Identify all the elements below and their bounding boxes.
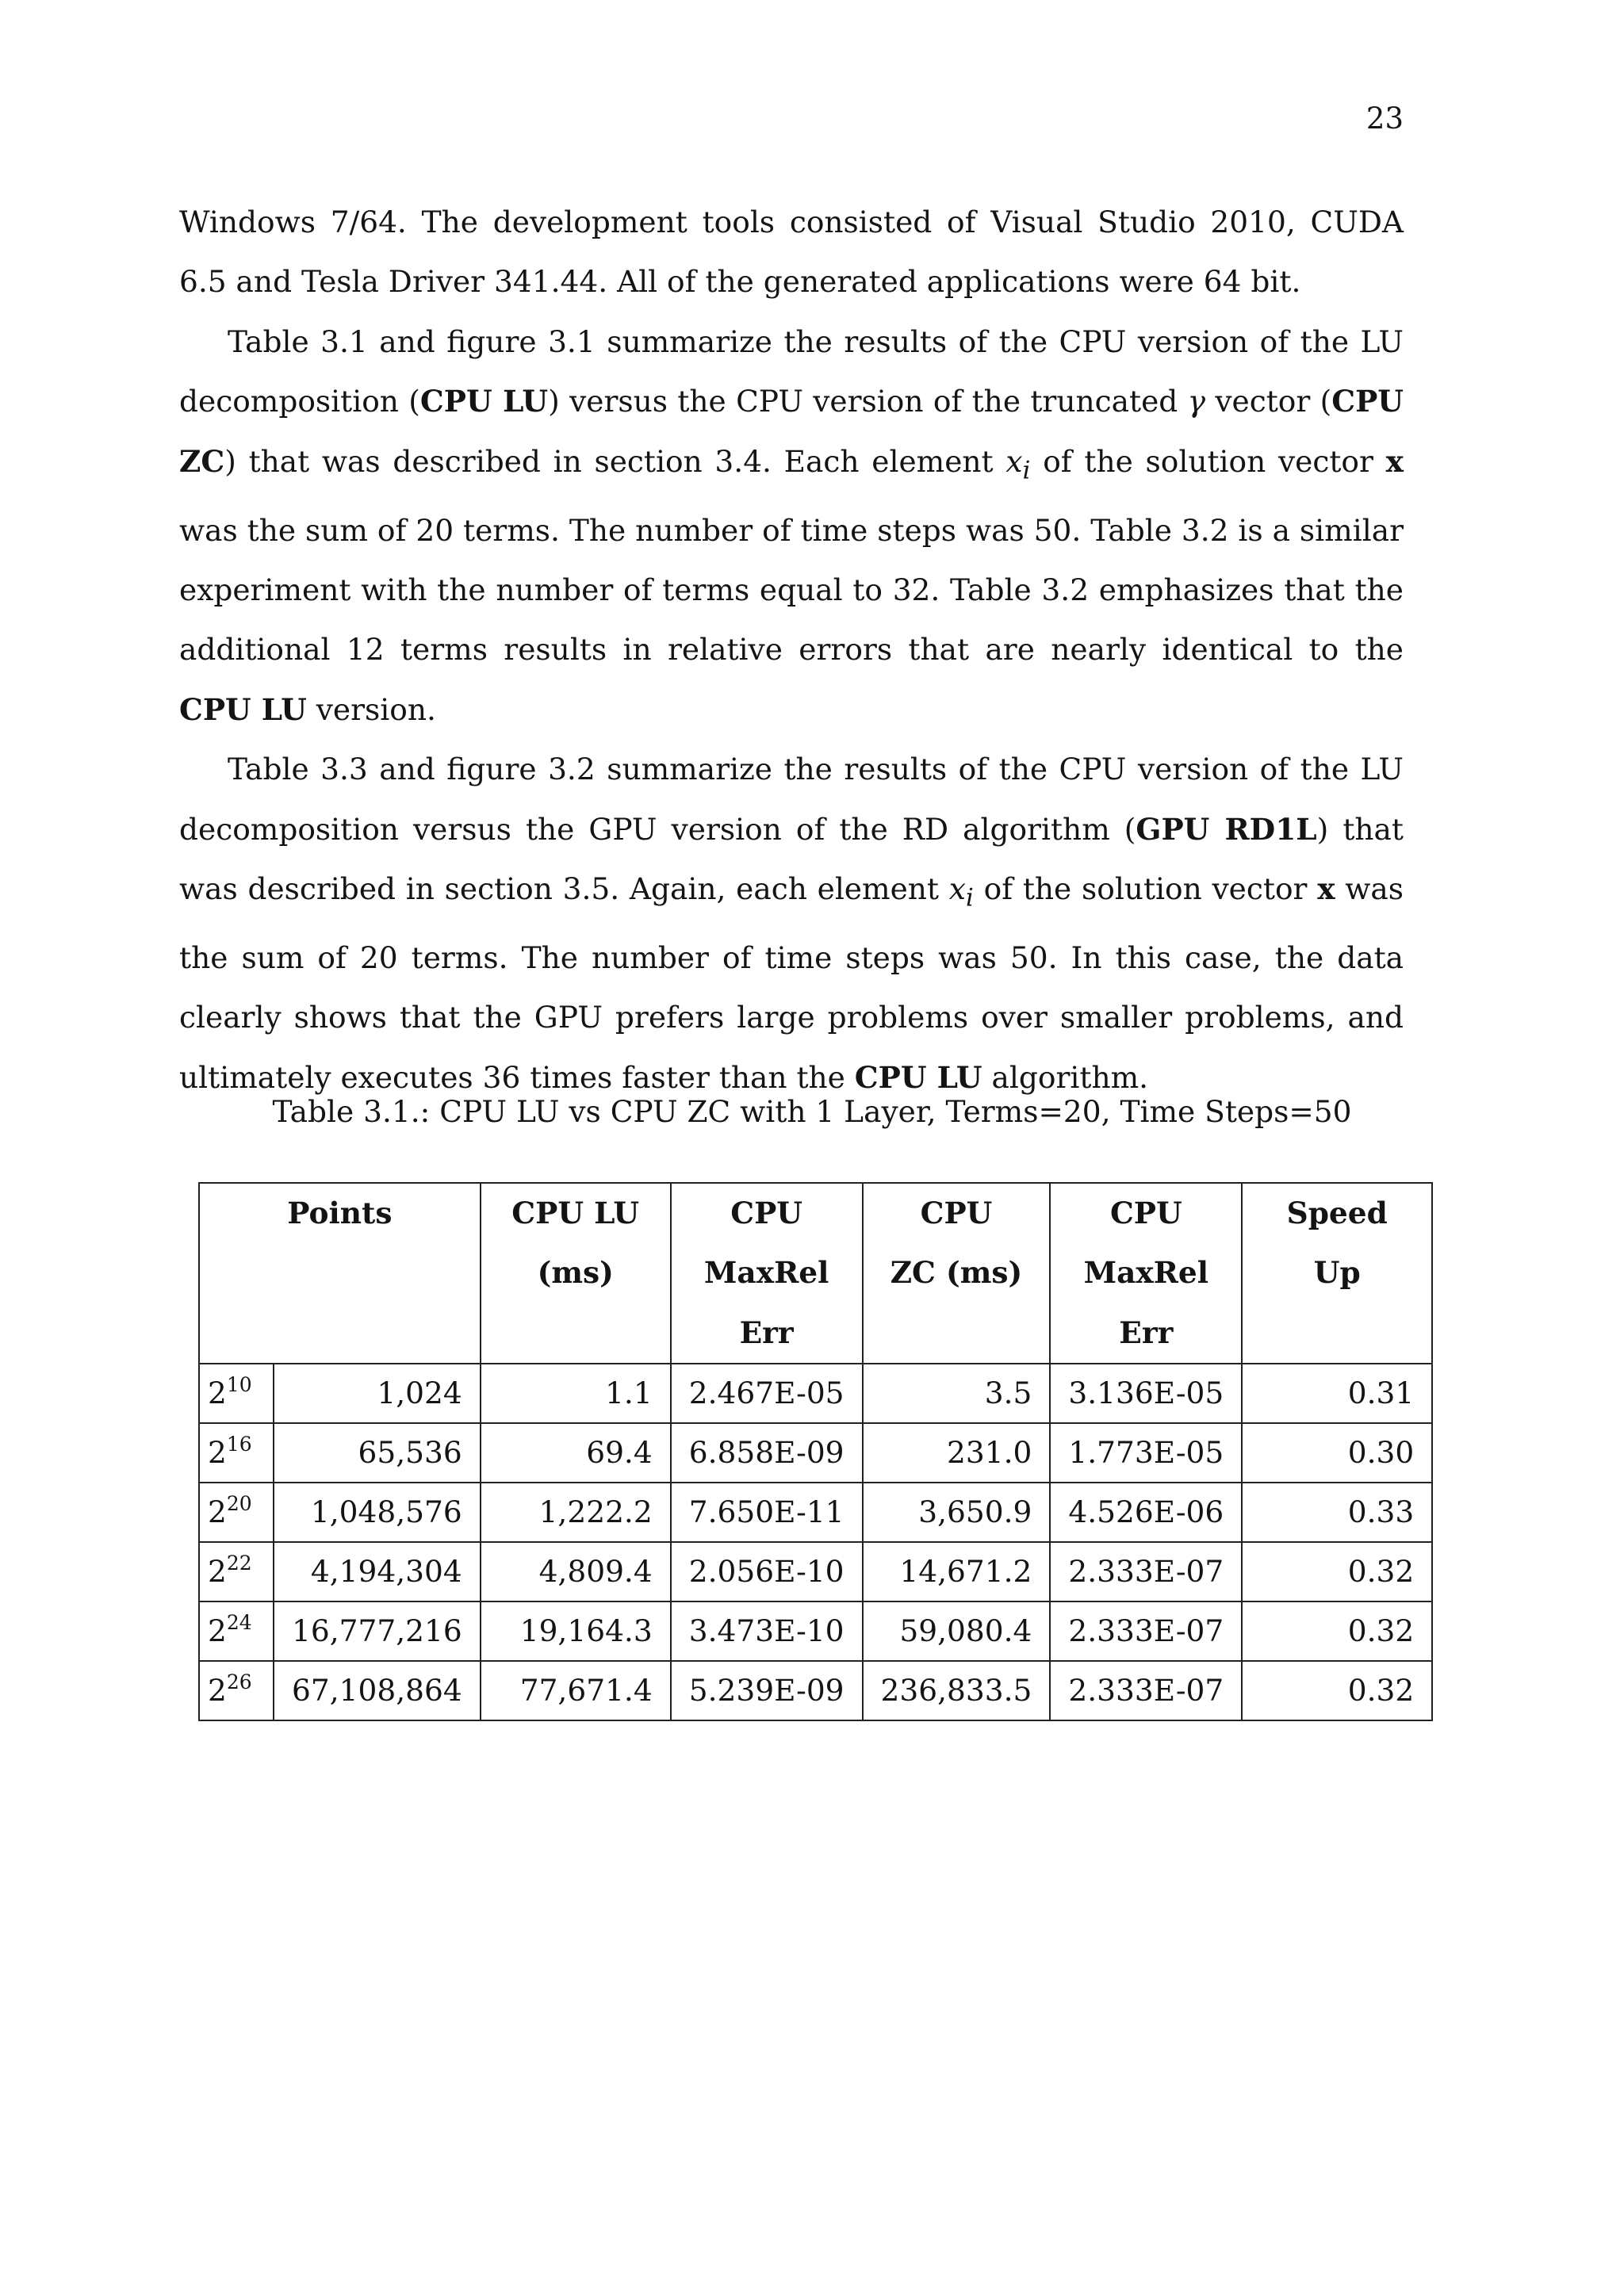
- cell-cpu-zc-err: 2.333E-07: [1050, 1601, 1242, 1661]
- p3-text-3: of the solution vector: [973, 871, 1318, 906]
- cell-speedup: 0.31: [1242, 1364, 1432, 1423]
- cell-cpu-zc: 231.0: [863, 1423, 1051, 1483]
- paragraph-3: [179, 740, 1404, 1108]
- header-speedup: Speed Up: [1242, 1183, 1432, 1364]
- body-text: [179, 193, 1404, 1108]
- cell-exponent: $2^{26}$: [199, 1661, 274, 1720]
- cell-speedup: 0.32: [1242, 1601, 1432, 1661]
- cell-speedup: 0.32: [1242, 1661, 1432, 1720]
- p3-var-x: x: [948, 871, 966, 906]
- cell-cpu-zc-err: 4.526E-06: [1050, 1483, 1242, 1542]
- cell-cpu-zc: 59,080.4: [863, 1601, 1051, 1661]
- p3-text-2: ) that was described in section 3.5. Again, each element: [179, 811, 1404, 906]
- p3-text-4: was the sum of 20 terms. The number of time steps was 50. In this case, the data clearly shows that the GPU prefers large problems over smaller problems, and ultimately executes 36 times faster than the: [179, 871, 1404, 1095]
- p2-gamma-symbol: γ: [1187, 384, 1206, 419]
- p3-bold-cpu-lu: CPU LU: [854, 1059, 982, 1095]
- cell-points: 4,194,304: [274, 1542, 481, 1601]
- p2-text-4: ) that was described in section 3.4. Each element: [224, 443, 1006, 479]
- p2-bold-cpu-lu-2: CPU LU: [179, 691, 307, 727]
- p2-text-7: version.: [306, 691, 436, 727]
- p3-text-5: algorithm.: [982, 1059, 1149, 1095]
- table-header-row: [199, 1183, 1432, 1364]
- cell-speedup: 0.30: [1242, 1423, 1432, 1483]
- cell-points: 67,108,864: [274, 1661, 481, 1720]
- p2-text-5: of the solution vector: [1030, 443, 1386, 479]
- table-row: [199, 1542, 1432, 1601]
- header-cpu-zc-maxrel-err: CPU MaxRel Err: [1050, 1183, 1242, 1364]
- cell-cpu-lu: 77,671.4: [481, 1661, 671, 1720]
- p2-bold-cpu-zc: CPU ZC: [179, 384, 1404, 479]
- cell-exponent: $2^{16}$: [199, 1423, 274, 1483]
- cell-cpu-lu-err: 5.239E-09: [671, 1661, 863, 1720]
- p3-text-1: Table 3.3 and figure 3.2 summarize the results of the CPU version of the LU decomposition versus the GPU version of the RD algorithm (: [179, 752, 1404, 847]
- cell-cpu-lu: 4,809.4: [481, 1542, 671, 1601]
- table-row: [199, 1483, 1432, 1542]
- cell-points: 1,024: [274, 1364, 481, 1423]
- header-cpu-zc: CPU ZC (ms): [863, 1183, 1051, 1364]
- paragraph-2: [179, 312, 1404, 740]
- paragraph-1-text: Windows 7/64. The development tools consisted of Visual Studio 2010, CUDA 6.5 and Tesla Driver 341.44. All of the generated applications were 64 bit.: [179, 205, 1404, 300]
- cell-cpu-lu-err: 2.056E-10: [671, 1542, 863, 1601]
- cell-cpu-zc: 236,833.5: [863, 1661, 1051, 1720]
- p2-text-1: Table 3.1 and figure 3.1 summarize the results of the CPU version of the LU decomposition (: [179, 323, 1404, 419]
- cell-cpu-zc-err: 1.773E-05: [1050, 1423, 1242, 1483]
- cell-speedup: 0.32: [1242, 1542, 1432, 1601]
- results-table: [198, 1182, 1433, 1721]
- table-row: [199, 1601, 1432, 1661]
- paragraph-1: [179, 193, 1404, 312]
- cell-cpu-lu: 19,164.3: [481, 1601, 671, 1661]
- cell-points: 1,048,576: [274, 1483, 481, 1542]
- cell-cpu-lu: 1.1: [481, 1364, 671, 1423]
- header-cpu-lu-maxrel-err: CPU MaxRel Err: [671, 1183, 863, 1364]
- p3-sub-i: i: [965, 883, 974, 913]
- cell-cpu-zc-err: 2.333E-07: [1050, 1661, 1242, 1720]
- table-caption: Table 3.1.: CPU LU vs CPU ZC with 1 Layer, Terms=20, Time Steps=50: [272, 1094, 1352, 1129]
- header-points: Points: [199, 1183, 481, 1364]
- table-row: [199, 1661, 1432, 1720]
- p2-bold-cpu-lu: CPU LU: [419, 384, 549, 419]
- cell-cpu-zc: 3,650.9: [863, 1483, 1051, 1542]
- cell-cpu-lu-err: 7.650E-11: [671, 1483, 863, 1542]
- cell-exponent: $2^{10}$: [199, 1364, 274, 1423]
- cell-cpu-zc: 14,671.2: [863, 1542, 1051, 1601]
- p2-var-x: x: [1005, 443, 1023, 479]
- p2-text-2: ) versus the CPU version of the truncated: [548, 384, 1188, 419]
- cell-cpu-lu-err: 3.473E-10: [671, 1601, 863, 1661]
- cell-cpu-zc-err: 2.333E-07: [1050, 1542, 1242, 1601]
- cell-cpu-lu-err: 6.858E-09: [671, 1423, 863, 1483]
- table-row: [199, 1364, 1432, 1423]
- cell-cpu-lu: 1,222.2: [481, 1483, 671, 1542]
- cell-cpu-zc-err: 3.136E-05: [1050, 1364, 1242, 1423]
- cell-points: 65,536: [274, 1423, 481, 1483]
- p3-bold-gpu-rd1l: GPU RD1L: [1136, 811, 1317, 847]
- table-row: [199, 1423, 1432, 1483]
- header-cpu-lu: CPU LU (ms): [481, 1183, 671, 1364]
- p2-text-3: vector (: [1205, 384, 1332, 419]
- cell-speedup: 0.33: [1242, 1483, 1432, 1542]
- cell-exponent: $2^{20}$: [199, 1483, 274, 1542]
- p3-bold-x: x: [1317, 871, 1335, 906]
- cell-exponent: $2^{24}$: [199, 1601, 274, 1661]
- cell-cpu-lu: 69.4: [481, 1423, 671, 1483]
- p2-sub-i: i: [1022, 456, 1031, 485]
- page-number: 23: [1365, 101, 1404, 136]
- p2-bold-x: x: [1385, 443, 1404, 479]
- cell-cpu-zc: 3.5: [863, 1364, 1051, 1423]
- cell-cpu-lu-err: 2.467E-05: [671, 1364, 863, 1423]
- cell-exponent: $2^{22}$: [199, 1542, 274, 1601]
- p2-text-6: was the sum of 20 terms. The number of time steps was 50. Table 3.2 is a similar experiment with the number of terms equal to 32. Table 3.2 emphasizes that the additional 12 terms results in relative errors that are nearly identical to the: [179, 512, 1404, 668]
- cell-points: 16,777,216: [274, 1601, 481, 1661]
